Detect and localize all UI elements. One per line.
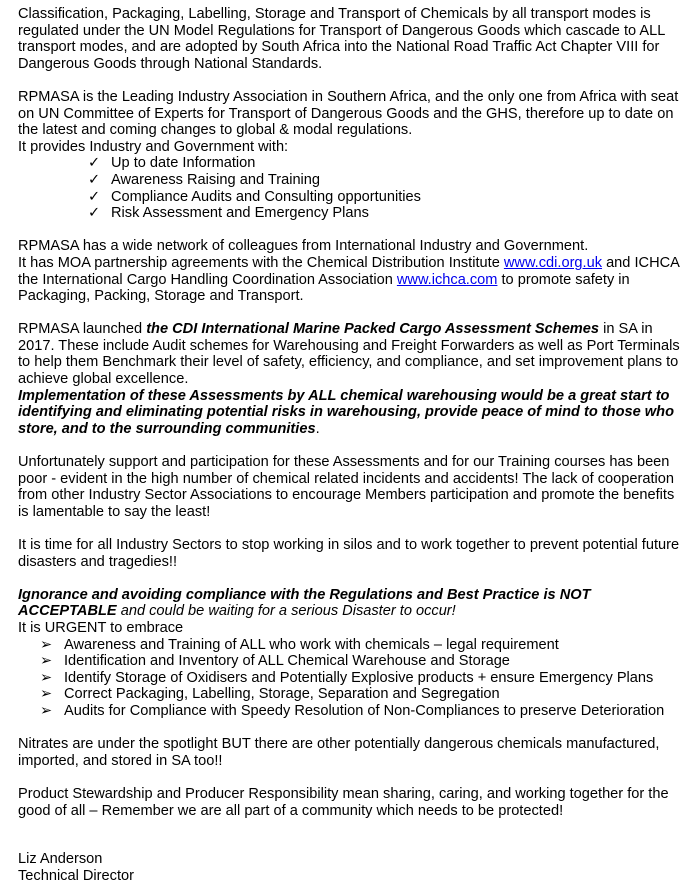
support-paragraph: Unfortunately support and participation for these Assessments and for our Training courses has been poor - evident in the high number of chemical related incidents and accidents! The lack of cooperation from other Industry Sector Associations to encourage Members participation and promote the benefits is lamentable to say the least!: [18, 454, 675, 520]
silos-paragraph: It is time for all Industry Sectors to stop working in silos and to work together to prevent potential future disasters and tragedies!!: [18, 537, 680, 570]
checkmark-icon: ✓: [88, 205, 101, 222]
provides-list: [18, 155, 688, 221]
list-item: ➢ Identify Storage of Oxidisers and Potentially Explosive products + ensure Emergency Plans: [40, 669, 654, 686]
cdi-schemes-paragraph: RPMASA launched the CDI International Marine Packed Cargo Assessment Schemes in SA in 2017. These include Audit schemes for Warehousing and Freight Forwarders as well as Port Terminals to help them Benchmark their level of safety, efficiency, and compliance, and set improvement plans to achieve global excellence.: [18, 321, 680, 388]
rpmasa-paragraph: RPMASA is the Leading Industry Association in Southern Africa, and the only one from Africa with seat on UN Committee of Experts for Transport of Dangerous Goods and the GHS, therefore up to date on the latest and coming changes to global & modal regulations.: [18, 88, 679, 139]
list-item: ✓ Up to date Information: [88, 155, 256, 172]
provides-intro: It provides Industry and Government with:: [18, 138, 289, 155]
ichca-link[interactable]: www.ichca.com: [396, 271, 498, 288]
network-paragraph: RPMASA has a wide network of colleagues from International Industry and Government.: [18, 238, 589, 255]
list-item: ➢ Correct Packaging, Labelling, Storage, Separation and Segregation: [40, 686, 500, 703]
arrow-bullet-icon: ➢: [40, 653, 53, 670]
implementation-paragraph: Implementation of these Assessments by ALL chemical warehousing would be a great start to identifying and eliminating potential risks in warehousing, provide peace of mind to those who store, and to the surrounding communities.: [18, 387, 674, 437]
urgent-intro: It is URGENT to embrace: [18, 619, 184, 636]
checkmark-icon: ✓: [88, 171, 101, 188]
nitrates-paragraph: Nitrates are under the spotlight BUT there are other potentially dangerous chemicals manufactured, imported, and stored in SA too!!: [18, 736, 660, 769]
signature-name: Liz Anderson: [18, 851, 103, 868]
partnership-paragraph: It has MOA partnership agreements with the Chemical Distribution Institute www.cdi.org.uk and ICHCA the International Cargo Handling Coordination Association www.ichca.com to promote safety in Packaging, Packing, Storage and Transport.: [18, 254, 680, 305]
arrow-bullet-icon: ➢: [40, 636, 53, 653]
arrow-bullet-icon: ➢: [40, 669, 53, 686]
list-item: ➢ Identification and Inventory of ALL Chemical Warehouse and Storage: [40, 653, 510, 670]
intro-paragraph: Classification, Packaging, Labelling, Storage and Transport of Chemicals by all transport modes is regulated under the UN Model Regulations for Transport of Dangerous Goods which cascade to ALL transport modes, and are adopted by South Africa into the National Road Traffic Act Chapter VIII for Dangerous Goods through National Standards.: [18, 6, 665, 72]
list-item: ✓ Compliance Audits and Consulting opportunities: [88, 188, 421, 205]
stewardship-paragraph: Product Stewardship and Producer Responsibility mean sharing, caring, and working together for the good of all – Remember we are all part of a community which needs to be protected!: [18, 785, 669, 819]
arrow-bullet-icon: ➢: [40, 702, 53, 719]
urgent-list: [18, 637, 688, 720]
list-item: ✓ Awareness Raising and Training: [88, 171, 321, 188]
arrow-bullet-icon: ➢: [40, 686, 53, 703]
list-item: ➢ Awareness and Training of ALL who work with chemicals – legal requirement: [40, 636, 559, 653]
list-item: ✓ Risk Assessment and Emergency Plans: [88, 205, 369, 222]
ignorance-paragraph: Ignorance and avoiding compliance with the Regulations and Best Practice is NOT ACCEPTABLE and could be waiting for a serious Disaster to occur!: [18, 586, 591, 620]
checkmark-icon: ✓: [88, 188, 101, 205]
cdi-link[interactable]: www.cdi.org.uk: [503, 254, 603, 271]
signature-title: Technical Director: [18, 867, 134, 884]
list-item: ➢ Audits for Compliance with Speedy Resolution of Non-Compliances to preserve Deterioration: [40, 702, 665, 719]
checkmark-icon: ✓: [88, 155, 101, 172]
